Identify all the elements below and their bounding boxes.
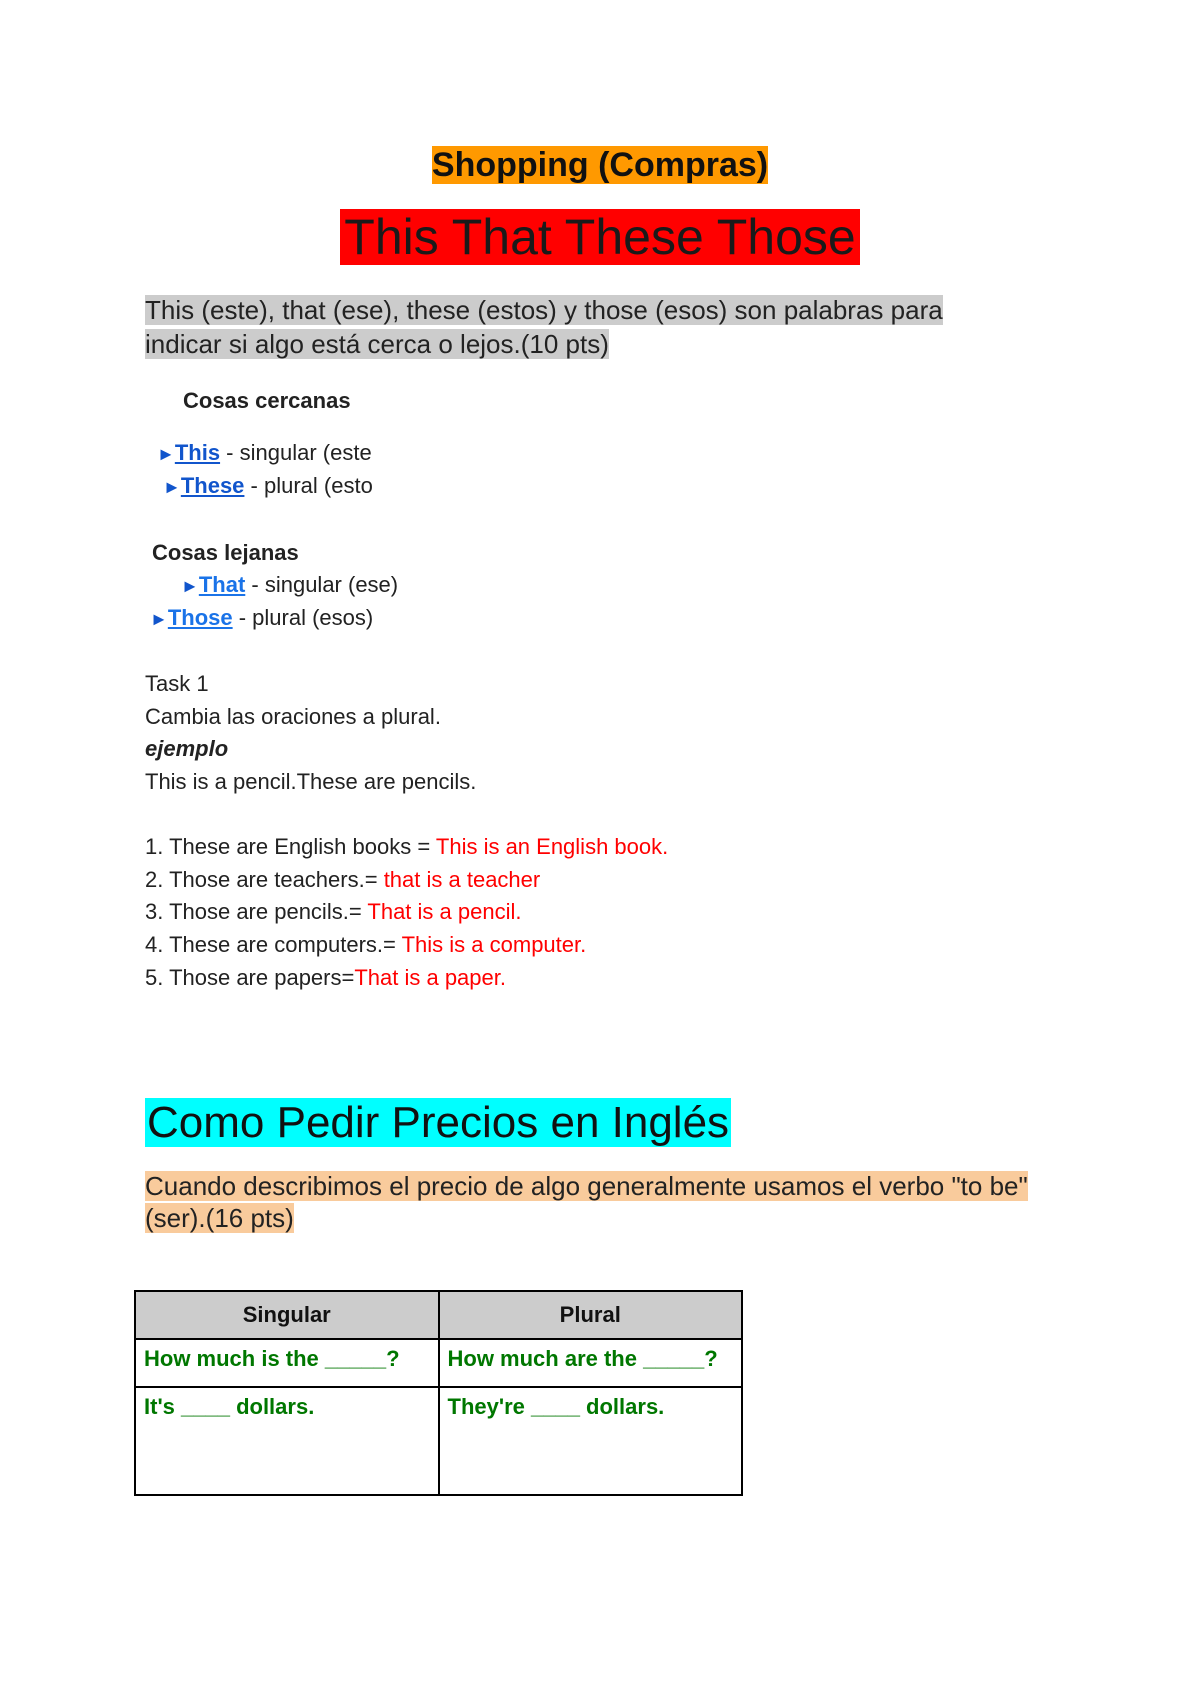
arrow-right-icon: ► xyxy=(163,477,181,497)
prices-heading-text: Como Pedir Precios en Inglés xyxy=(147,1098,730,1147)
far-item-those-desc: - plural (esos) xyxy=(232,605,374,630)
table-cell: They're ____ dollars. xyxy=(439,1387,743,1495)
task-item-prompt: 1. These are English books = xyxy=(145,834,436,859)
link-those[interactable]: Those xyxy=(167,605,233,630)
near-item-these xyxy=(163,473,373,499)
arrow-right-icon: ► xyxy=(181,576,199,596)
task-item-answer: that is a teacher xyxy=(383,867,541,892)
intro-line-2: indicar si algo está cerca o lejos.(10 pts) xyxy=(145,329,609,359)
arrow-right-icon: ► xyxy=(157,444,175,464)
link-that[interactable]: That xyxy=(198,572,246,597)
intro-paragraph xyxy=(145,293,943,361)
task-instruction: Cambia las oraciones a plural. xyxy=(145,704,441,729)
task-item-3 xyxy=(145,899,521,925)
far-item-that-desc: - singular (ese) xyxy=(245,572,399,597)
far-item-those xyxy=(150,605,373,631)
task-item-answer: This is a computer. xyxy=(401,932,587,957)
task-item-1 xyxy=(145,834,668,860)
main-heading xyxy=(0,208,1200,266)
task-item-answer: That is a pencil. xyxy=(367,899,522,924)
page-title xyxy=(0,146,1200,185)
near-heading: Cosas cercanas xyxy=(183,388,351,413)
task-item-prompt: 4. These are computers.= xyxy=(145,932,402,957)
near-item-this xyxy=(157,440,372,466)
task-item-5 xyxy=(145,965,506,991)
prices-paragraph xyxy=(145,1170,1028,1234)
table-cell: How much are the _____? xyxy=(439,1339,743,1387)
task-item-prompt: 5. Those are papers= xyxy=(145,965,355,990)
link-these[interactable]: These xyxy=(180,473,245,498)
example-label: ejemplo xyxy=(145,736,229,761)
task-item-2 xyxy=(145,867,540,893)
main-heading-text: This That These Those xyxy=(340,209,859,265)
far-heading: Cosas lejanas xyxy=(152,540,299,565)
arrow-right-icon: ► xyxy=(150,609,168,629)
table-header-row xyxy=(135,1291,742,1339)
link-this[interactable]: This xyxy=(174,440,221,465)
task-item-answer: That is a paper. xyxy=(354,965,506,990)
table-header-plural: Plural xyxy=(439,1291,743,1339)
near-item-this-desc: - singular (este xyxy=(220,440,372,465)
task-item-4 xyxy=(145,932,586,958)
intro-line-1: This (este), that (ese), these (estos) y those (esos) son palabras para xyxy=(145,295,943,325)
table-cell: How much is the _____? xyxy=(135,1339,439,1387)
table-cell: It's ____ dollars. xyxy=(135,1387,439,1495)
prices-paragraph-line-1: Cuando describimos el precio de algo generalmente usamos el verbo "to be" xyxy=(145,1171,1028,1201)
table-header-singular: Singular xyxy=(135,1291,439,1339)
prices-paragraph-line-2: (ser).(16 pts) xyxy=(145,1203,294,1233)
task-item-prompt: 2. Those are teachers.= xyxy=(145,867,384,892)
prices-heading xyxy=(145,1098,731,1148)
page-title-text: Shopping (Compras) xyxy=(431,146,769,184)
example-sentence: This is a pencil.These are pencils. xyxy=(145,769,477,794)
prices-table xyxy=(134,1290,743,1496)
table-row xyxy=(135,1387,742,1495)
task-label: Task 1 xyxy=(145,671,209,696)
table-row xyxy=(135,1339,742,1387)
far-item-that xyxy=(181,572,398,598)
near-item-these-desc: - plural (esto xyxy=(244,473,373,498)
task-item-prompt: 3. Those are pencils.= xyxy=(145,899,368,924)
task-item-answer: This is an English book. xyxy=(435,834,669,859)
